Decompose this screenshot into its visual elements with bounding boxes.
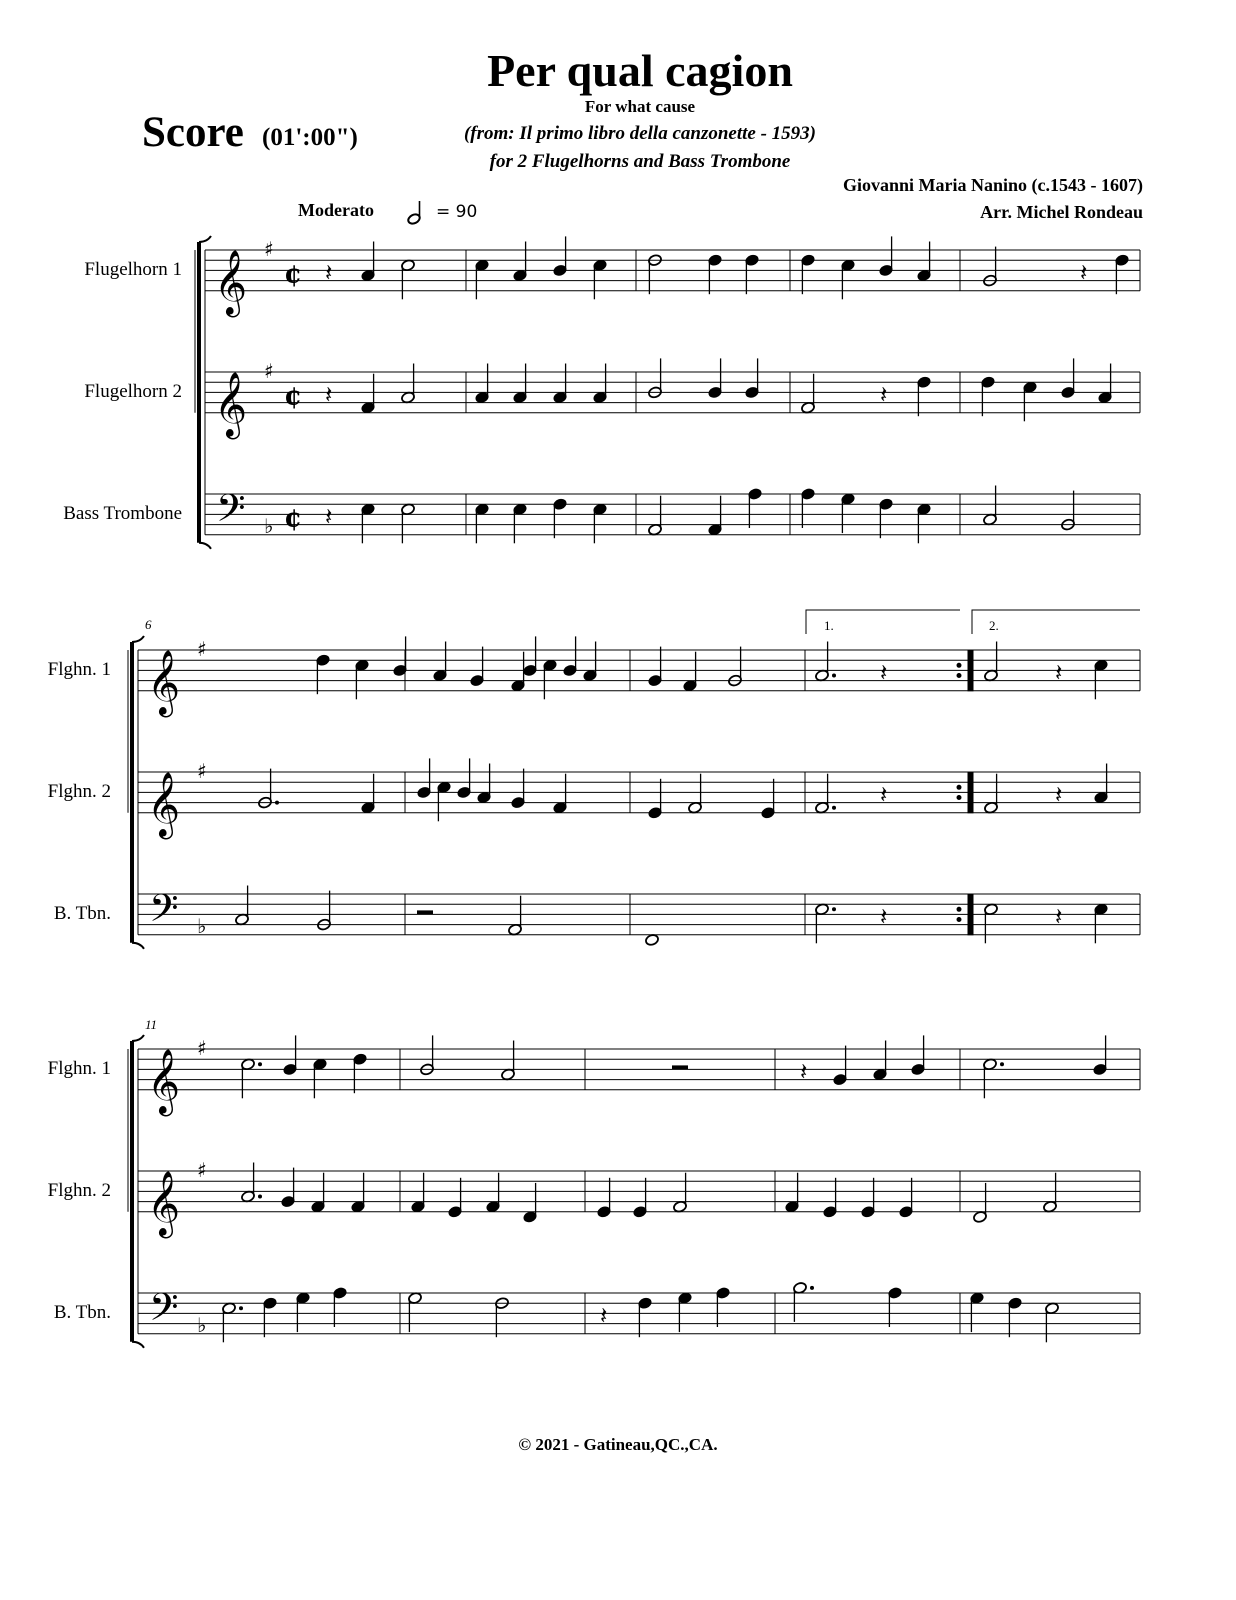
measure-number: 11 bbox=[145, 1017, 158, 1032]
repeat-dot bbox=[957, 663, 961, 667]
quarter-rest-icon: 𝄽 bbox=[880, 780, 888, 809]
flat-key-signature: ♭ bbox=[264, 513, 274, 538]
bass-clef-icon: 𝄢 bbox=[216, 485, 246, 540]
treble-clef-icon: 𝄞 bbox=[147, 1170, 181, 1236]
instrument-label-flugelhorn-1: Flghn. 1 bbox=[47, 659, 111, 680]
dot bbox=[275, 801, 279, 805]
volta-second-ending bbox=[972, 610, 1140, 634]
treble-clef-icon: 𝄞 bbox=[214, 371, 248, 437]
measure-number: 6 bbox=[145, 617, 152, 632]
quarter-rest-icon: 𝄽 bbox=[325, 258, 333, 287]
half-rest-icon bbox=[417, 910, 433, 914]
quarter-rest-icon: 𝄽 bbox=[325, 380, 333, 409]
bass-clef-icon: 𝄢 bbox=[149, 1284, 179, 1339]
sharp-key-signature: ♯ bbox=[197, 1158, 207, 1182]
volta-brackets bbox=[806, 610, 1140, 634]
instrument-label-flugelhorn-2: Flugelhorn 2 bbox=[84, 381, 182, 402]
repeat-dot bbox=[957, 907, 961, 911]
subtitle: For what cause bbox=[584, 97, 696, 116]
instrument-label-flugelhorn-2: Flghn. 2 bbox=[47, 781, 111, 802]
repeat-dot bbox=[957, 674, 961, 678]
repeat-dot bbox=[957, 918, 961, 922]
tempo-marking: Moderato bbox=[298, 200, 374, 220]
dot bbox=[832, 907, 836, 911]
treble-clef-icon: 𝄞 bbox=[147, 649, 181, 715]
dot bbox=[258, 1062, 262, 1066]
composer-credit: Giovanni Maria Nanino (c.1543 - 1607) bbox=[843, 175, 1143, 195]
thick-barline bbox=[968, 894, 973, 935]
cut-time-signature: ¢ bbox=[284, 259, 303, 290]
instrument-label-flugelhorn-1: Flghn. 1 bbox=[47, 1058, 111, 1079]
staff-lines bbox=[138, 250, 1140, 1334]
repeat-dot bbox=[957, 796, 961, 800]
quarter-rest-icon: 𝄽 bbox=[325, 502, 333, 531]
thick-barline bbox=[968, 650, 973, 691]
score-label: Score bbox=[142, 109, 244, 156]
sharp-key-signature: ♯ bbox=[264, 359, 274, 383]
treble-clef-icon: 𝄞 bbox=[214, 249, 248, 315]
instrument-label-bass-trombone: B. Tbn. bbox=[53, 1302, 111, 1323]
quarter-rest-icon: 𝄽 bbox=[600, 1301, 608, 1330]
cut-time-signature: ¢ bbox=[284, 381, 303, 412]
thick-barline bbox=[968, 772, 973, 813]
quarter-rest-icon: 𝄽 bbox=[1055, 902, 1063, 931]
instrument-label-flugelhorn-1: Flugelhorn 1 bbox=[84, 259, 182, 280]
dot bbox=[832, 674, 836, 678]
bracket-hook bbox=[199, 543, 211, 549]
instrument-label-bass-trombone: B. Tbn. bbox=[53, 903, 111, 924]
cut-time-signature: ¢ bbox=[284, 503, 303, 534]
dot bbox=[810, 1286, 814, 1290]
repeat-dot bbox=[957, 785, 961, 789]
volta-first-ending bbox=[806, 610, 960, 634]
dot bbox=[258, 1195, 262, 1199]
bracket-hook bbox=[199, 236, 211, 242]
flat-key-signature: ♭ bbox=[197, 913, 207, 938]
quarter-rest-icon: 𝄽 bbox=[880, 902, 888, 931]
quarter-rest-icon: 𝄽 bbox=[880, 658, 888, 687]
dot bbox=[1000, 1062, 1004, 1066]
instrument-label-bass-trombone: Bass Trombone bbox=[63, 503, 182, 524]
sharp-key-signature: ♯ bbox=[197, 759, 207, 783]
source-note: (from: Il primo libro della canzonette - 1593) bbox=[463, 123, 816, 144]
sharp-key-signature: ♯ bbox=[197, 637, 207, 661]
arranger-credit: Arr. Michel Rondeau bbox=[980, 202, 1143, 222]
quarter-rest-icon: 𝄽 bbox=[1080, 258, 1088, 287]
quarter-rest-icon: 𝄽 bbox=[800, 1057, 808, 1086]
bracket-hook bbox=[132, 1035, 144, 1041]
duration-label: (01':00") bbox=[262, 124, 358, 151]
tempo-value: = 90 bbox=[436, 202, 478, 222]
quarter-rest-icon: 𝄽 bbox=[1055, 780, 1063, 809]
page-title: Per qual cagion bbox=[487, 45, 793, 96]
bracket-hook bbox=[132, 1342, 144, 1348]
sharp-key-signature: ♯ bbox=[264, 237, 274, 261]
bracket-hook bbox=[132, 636, 144, 642]
sharp-key-signature: ♯ bbox=[197, 1036, 207, 1060]
treble-clef-icon: 𝄞 bbox=[147, 771, 181, 837]
quarter-rest-icon: 𝄽 bbox=[880, 380, 888, 409]
instrument-label-flugelhorn-2: Flghn. 2 bbox=[47, 1180, 111, 1201]
bracket-hook bbox=[132, 943, 144, 949]
treble-clef-icon: 𝄞 bbox=[147, 1048, 181, 1114]
flat-key-signature: ♭ bbox=[197, 1312, 207, 1337]
instrumentation-note: for 2 Flugelhorns and Bass Trombone bbox=[489, 151, 791, 172]
half-rest-icon bbox=[672, 1065, 688, 1069]
dot bbox=[832, 806, 836, 810]
volta-second-ending-label: 2. bbox=[989, 618, 999, 633]
note-head bbox=[645, 933, 660, 946]
volta-first-ending-label: 1. bbox=[824, 618, 834, 633]
quarter-rest-icon: 𝄽 bbox=[1055, 658, 1063, 687]
copyright-footer: © 2021 - Gatineau,QC.,CA. bbox=[518, 1435, 718, 1454]
dot bbox=[239, 1306, 243, 1310]
bass-clef-icon: 𝄢 bbox=[149, 885, 179, 940]
